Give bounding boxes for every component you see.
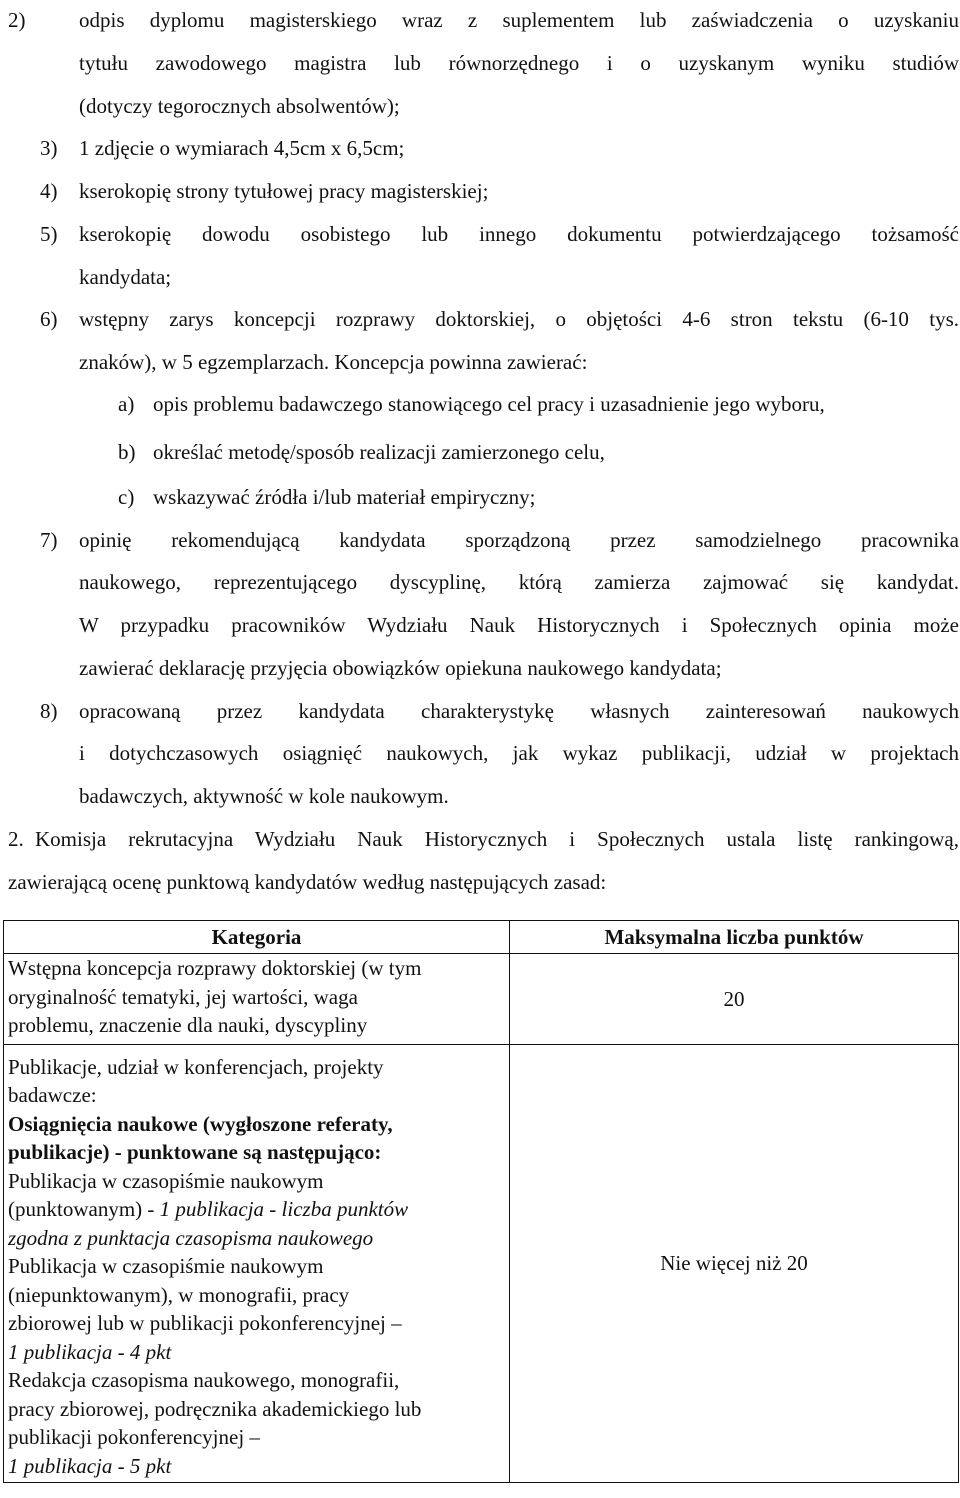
list-item-line: tytułu zawodowego magistra lub równorzędnego i o uzyskanym wyniku studiów — [79, 51, 959, 75]
category-cell — [4, 1044, 510, 1483]
list-item-line: wstępny zarys koncepcji rozprawy doktorskiej, o objętości 4-6 stron tekstu (6-10 tys. — [79, 307, 959, 331]
list-item-line: opinię rekomendującą kandydata sporządzoną przez samodzielnego pracownika — [79, 528, 959, 552]
list-number: 8) — [40, 699, 58, 723]
cell-line: Publikacja w czasopiśmie naukowym — [8, 1254, 324, 1278]
list-item-line: kandydata; — [79, 265, 172, 289]
cell-line: zbiorowej lub w publikacji pokonferencyjnej – — [8, 1311, 402, 1335]
sub-item-letter: c) — [118, 485, 135, 509]
category-cell — [4, 954, 510, 1045]
list-number: 4) — [40, 179, 58, 203]
cell-line: Publikacje, udział w konferencjach, projekty — [8, 1054, 384, 1079]
cell-line-bold: publikacje) - punktowane są następująco: — [8, 1140, 382, 1164]
section-number: 2. — [8, 827, 24, 851]
cell-line: Publikacja w czasopiśmie naukowym — [8, 1168, 324, 1193]
cell-line: (niepunktowanym), w monografii, pracy — [8, 1282, 350, 1307]
cell-line: oryginalność tematyki, jej wartości, waga — [8, 984, 358, 1009]
list-item-line: naukowego, reprezentującego dyscyplinę, którą zamierza zajmować się kandydat. — [79, 570, 959, 594]
header-max-points: Maksymalna liczba punktów — [510, 921, 959, 954]
cell-line-italic: 1 publikacja - 5 pkt — [8, 1453, 172, 1478]
list-number: 6) — [40, 307, 58, 331]
cell-line: publikacji pokonferencyjnej – — [8, 1425, 260, 1449]
list-item-line: W przypadku pracowników Wydziału Nauk Historycznych i Społecznych opinia może — [79, 613, 959, 637]
sub-item-letter: b) — [118, 440, 136, 464]
table-header-row — [4, 921, 959, 954]
sub-item-text: opis problemu badawczego stanowiącego cel pracy i uzasadnienie jego wyboru, — [153, 392, 825, 416]
list-item-line: kserokopię strony tytułowej pracy magisterskiej; — [79, 179, 489, 203]
section-text-line: zawierającą ocenę punktową kandydatów według następujących zasad: — [8, 870, 607, 894]
list-item-line: (dotyczy tegorocznych absolwentów); — [79, 94, 400, 118]
criteria-table — [3, 920, 959, 1483]
cell-line-italic: 1 publikacja - 4 pkt — [8, 1339, 172, 1364]
section-text-line: Komisja rekrutacyjna Wydziału Nauk Historycznych i Społecznych ustala listę rankingową, — [35, 827, 959, 851]
table-row — [4, 954, 959, 1045]
list-item-line: kserokopię dowodu osobistego lub innego dokumentu potwierdzającego tożsamość — [79, 222, 959, 246]
header-category: Kategoria — [4, 921, 510, 954]
sub-item-text: wskazywać źródła i/lub materiał empiryczny; — [153, 485, 536, 509]
cell-text-italic: 1 publikacja - liczba punktów — [159, 1197, 409, 1221]
cell-line: Redakcja czasopisma naukowego, monografii, — [8, 1368, 400, 1392]
points-cell: Nie więcej niż 20 — [510, 1044, 959, 1483]
cell-text: (punktowanym) - — [8, 1197, 160, 1221]
sub-item-letter: a) — [118, 392, 135, 416]
list-item-line: badawczych, aktywność w kole naukowym. — [79, 784, 449, 808]
cell-line: Wstępna koncepcja rozprawy doktorskiej (w tym — [8, 956, 422, 980]
cell-line: badawcze: — [8, 1083, 97, 1107]
list-item-line: opracowaną przez kandydata charakterystykę własnych zainteresowań naukowych — [79, 699, 959, 723]
cell-line: pracy zbiorowej, podręcznika akademickiego lub — [8, 1396, 422, 1421]
sub-item-text: określać metodę/sposób realizacji zamierzonego celu, — [153, 440, 605, 464]
list-item-line: 1 zdjęcie o wymiarach 4,5cm x 6,5cm; — [79, 136, 405, 160]
cell-line-bold: Osiągnięcia naukowe (wygłoszone referaty, — [8, 1111, 393, 1136]
list-item-line: znaków), w 5 egzemplarzach. Koncepcja powinna zawierać: — [79, 350, 588, 374]
cell-line — [8, 1195, 505, 1224]
points-cell: 20 — [510, 954, 959, 1045]
table-row — [4, 1044, 959, 1483]
list-number: 7) — [40, 528, 58, 552]
cell-line-italic: zgodna z punktacja czasopisma naukowego — [8, 1225, 374, 1250]
cell-line: problemu, znaczenie dla nauki, dyscypliny — [8, 1013, 368, 1037]
list-number: 3) — [40, 136, 58, 160]
list-item-line: odpis dyplomu magisterskiego wraz z suplementem lub zaświadczenia o uzyskaniu — [79, 8, 959, 32]
list-number: 5) — [40, 222, 58, 246]
list-number: 2) — [8, 8, 26, 32]
list-item-line: i dotychczasowych osiągnięć naukowych, jak wykaz publikacji, udział w projektach — [79, 741, 959, 765]
list-item-line: zawierać deklarację przyjęcia obowiązków opiekuna naukowego kandydata; — [79, 656, 722, 680]
